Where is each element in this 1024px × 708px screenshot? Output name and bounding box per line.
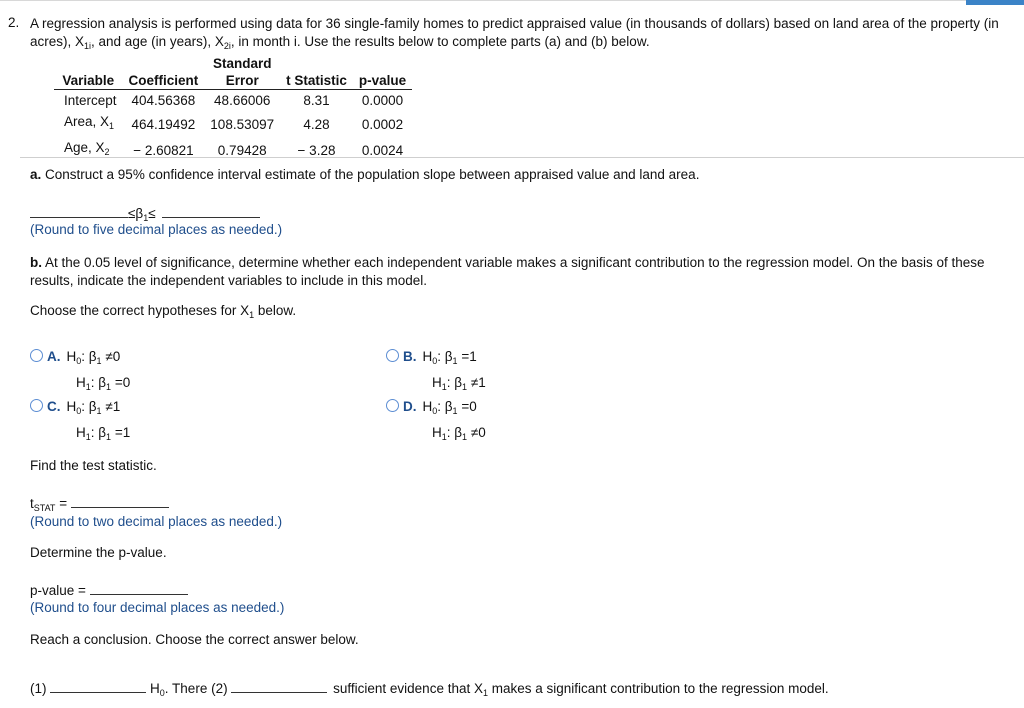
option-b-radio[interactable] [386, 349, 399, 362]
round-note-five: (Round to five decimal places as needed.) [30, 222, 283, 237]
table-row [54, 137, 412, 163]
cell-tstat: 8.31 [303, 93, 330, 108]
cell-pvalue: 0.0000 [361, 93, 404, 108]
find-test-statistic-label: Find the test statistic. [30, 458, 157, 473]
question-number: 2. [8, 15, 20, 30]
regression-table [54, 55, 412, 163]
ci-lower-input[interactable] [30, 203, 128, 218]
top-accent-bar [966, 0, 1024, 5]
col-header-coefficient: Coefficient [123, 72, 205, 90]
tstat-input[interactable] [71, 493, 169, 508]
cell-pvalue: 0.0024 [361, 142, 404, 158]
cell-variable: Age, $X_2$ [64, 140, 110, 157]
cell-variable: Area, $X_1$ [64, 114, 115, 131]
option-a[interactable]: A. $H_0$: $\beta_1 \ne 0$ $H_1$: $\beta_1 =0$ [30, 346, 157, 398]
top-divider [0, 0, 1024, 1]
conclusion-row: (1) $H_0$. There (2) sufficient evidence that $X_1$ makes a significant contribution to the regression model. [30, 678, 829, 698]
option-c[interactable]: C. $H_0$: $\beta_1 \ne 1$ $H_1$: $\beta_1 =1$ [30, 396, 157, 448]
part-b-instruction: b. At the 0.05 level of significance, determine whether each independent variable makes a significant contribution to the regression model. On the basis of these results, indicate the independent variables to include in this model. [30, 255, 985, 288]
cell-tstat: − 3.28 [297, 142, 336, 158]
confidence-interval-row: $\le\beta_1\le$ [30, 203, 260, 223]
conclusion-dropdown-2[interactable] [231, 678, 327, 693]
option-d-radio[interactable] [386, 399, 399, 412]
cell-coefficient: 404.56368 [131, 93, 196, 108]
option-b[interactable]: B. $H_0$: $\beta_1 =1$ $H_1$: $\beta_1 \ne 1$ [386, 346, 513, 398]
round-note-four: (Round to four decimal places as needed.) [30, 600, 285, 615]
col-header-variable: Variable [54, 72, 123, 90]
conclusion-dropdown-1[interactable] [50, 678, 146, 693]
table-row [54, 90, 412, 112]
cell-tstat: 4.28 [303, 116, 330, 132]
cell-coefficient: − 2.60821 [133, 142, 194, 158]
pvalue-row: p-value = [30, 580, 188, 598]
part-a-instruction: a. Construct a 95% confidence interval estimate of the population slope between appraised value and land area. [30, 167, 700, 182]
cell-std-error: 0.79428 [217, 142, 267, 158]
pvalue-input[interactable] [90, 580, 188, 595]
reach-conclusion-label: Reach a conclusion. Choose the correct answer below. [30, 632, 359, 647]
cell-std-error: 108.53097 [210, 116, 275, 132]
col-header-pvalue: p-value [353, 72, 412, 90]
cell-variable: Intercept [64, 93, 117, 108]
determine-pvalue-label: Determine the p-value. [30, 545, 167, 560]
option-a-radio[interactable] [30, 349, 43, 362]
table-row [54, 111, 412, 137]
section-divider [20, 157, 1024, 158]
col-header-std-top: Standard [212, 56, 272, 71]
cell-pvalue: 0.0002 [361, 116, 404, 132]
cell-coefficient: 464.19492 [131, 116, 196, 132]
cell-std-error: 48.66006 [214, 93, 271, 108]
col-header-tstat: t Statistic [280, 72, 353, 90]
choose-hypotheses-label: Choose the correct hypotheses for $X_1$ below. [30, 303, 297, 320]
col-header-std-error: Error [204, 72, 280, 90]
ci-upper-input[interactable] [162, 203, 260, 218]
option-d[interactable]: D. $H_0$: $\beta_1 =0$ $H_1$: $\beta_1 \ne 0$ [386, 396, 513, 448]
question-prompt: A regression analysis is performed using data for 36 single-family homes to predict appraised value (in thousands of dollars) based on land area of the property (in acres), $X_{1i}$, and age (in years), $X_{2i}$, in month i. Use the results below to complete parts (a) and (b) below. [30, 16, 999, 51]
option-c-radio[interactable] [30, 399, 43, 412]
round-note-two: (Round to two decimal places as needed.) [30, 514, 283, 529]
tstat-row: $t_{STAT}$ = [30, 493, 169, 513]
